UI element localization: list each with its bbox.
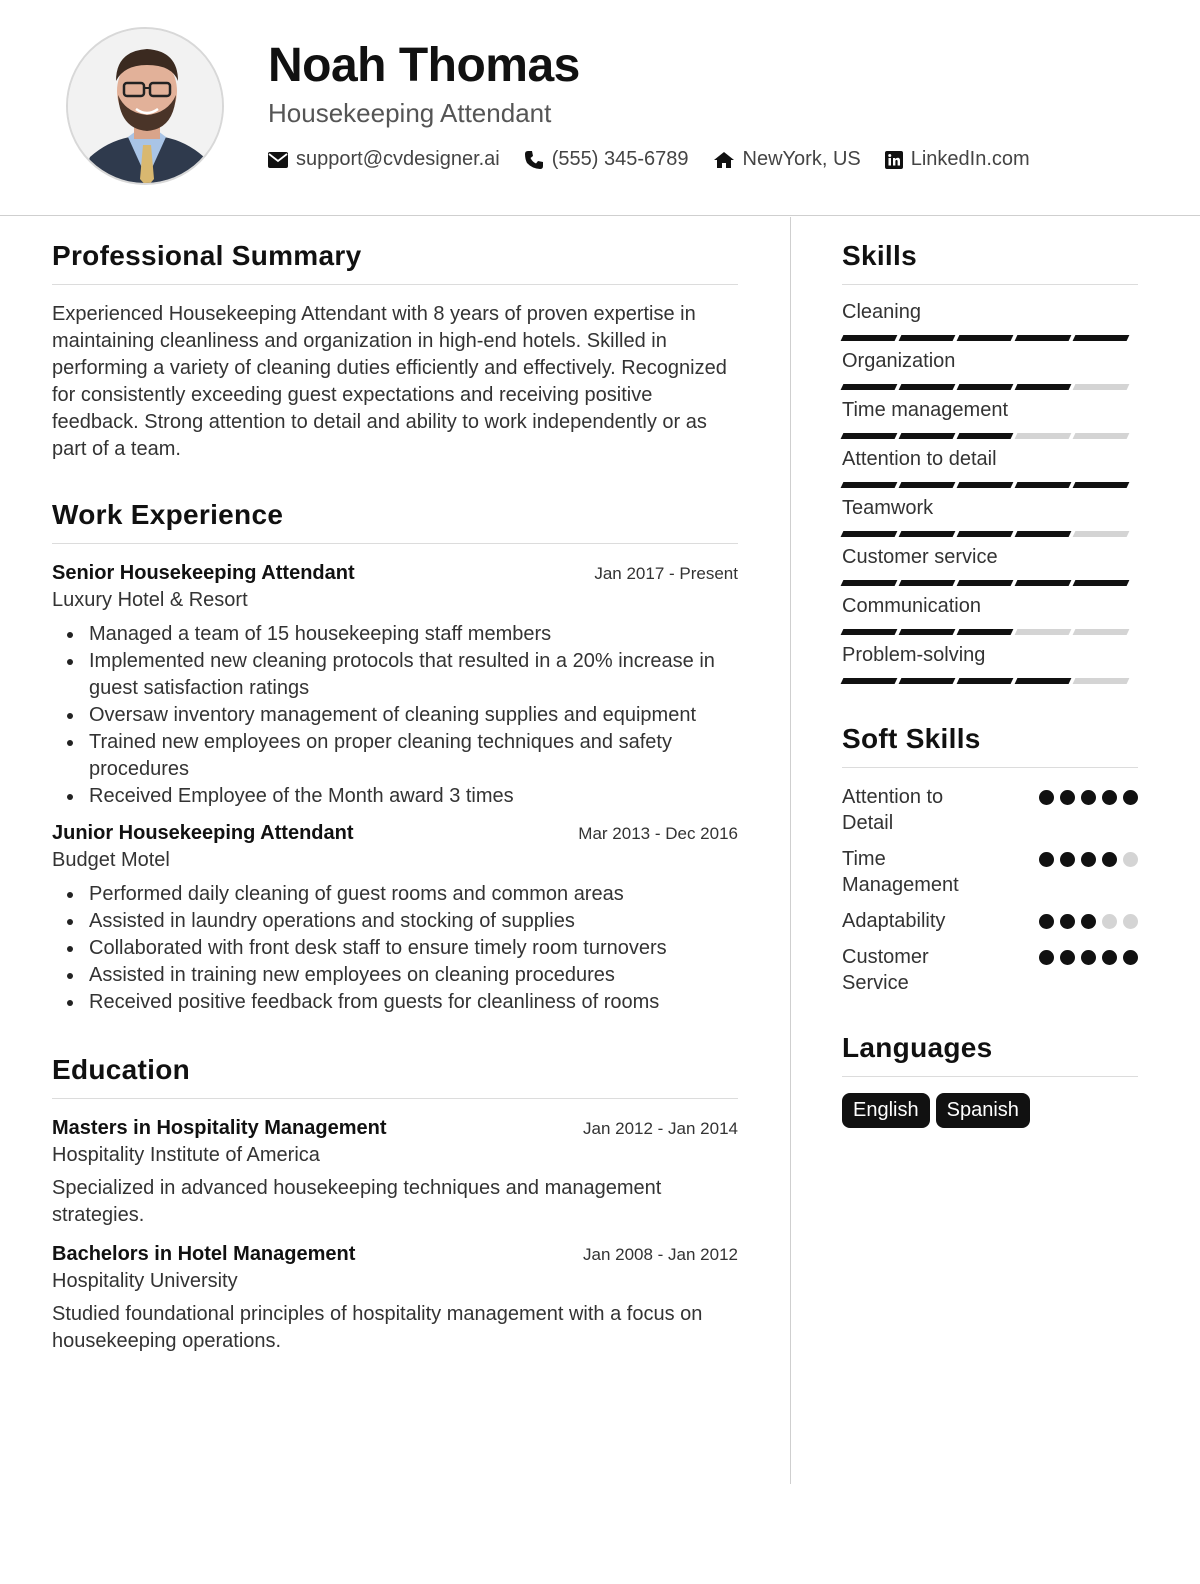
soft-skill-row (842, 846, 1138, 898)
rating-dot (1060, 914, 1075, 929)
rating-dot (1060, 852, 1075, 867)
skill-level-bar (842, 384, 1138, 399)
contact-linkedin[interactable] (885, 148, 1030, 171)
bullet-item: Trained new employees on proper cleaning techniques and safety procedures (52, 729, 738, 783)
skill-name: Teamwork (842, 497, 934, 519)
phone-text: (555) 345-6789 (551, 148, 689, 170)
skill-level-segment (899, 384, 956, 390)
summary-heading: Professional Summary (52, 240, 738, 285)
bullet-item: Assisted in laundry operations and stocking of supplies (52, 908, 738, 935)
soft-skills-section (842, 723, 1138, 996)
rating-dot (1102, 950, 1117, 965)
skill-level-segment (1073, 629, 1130, 635)
skill-level-segment (841, 482, 898, 488)
skill-level-bar (842, 629, 1138, 644)
skill-level-segment (841, 433, 898, 439)
contact-email[interactable] (268, 148, 500, 171)
job-company: Luxury Hotel & Resort (52, 589, 248, 611)
skills-list (842, 301, 1138, 693)
languages-heading: Languages (842, 1032, 1138, 1077)
education-entry (52, 1243, 738, 1355)
job-date: Mar 2013 - Dec 2016 (578, 824, 738, 843)
rating-dot (1081, 852, 1096, 867)
side-column (842, 240, 1138, 1128)
skill-level-segment (1015, 629, 1072, 635)
school-name: Hospitality University (52, 1270, 238, 1292)
skill-name: Attention to detail (842, 448, 997, 470)
skill-level-segment (1073, 433, 1130, 439)
skill-level-segment (841, 384, 898, 390)
skill-level-segment (957, 482, 1014, 488)
skill-level-segment (1073, 531, 1130, 537)
envelope-icon (268, 152, 288, 168)
rating-dot (1102, 790, 1117, 805)
skill-level-segment (1073, 580, 1130, 586)
rating-dot (1102, 852, 1117, 867)
rating-dot (1060, 790, 1075, 805)
skill-level-segment (1015, 580, 1072, 586)
soft-skill-row (842, 944, 1138, 996)
rating-dot (1060, 950, 1075, 965)
skill-level-segment (1015, 482, 1072, 488)
rating-dot (1123, 852, 1138, 867)
skill-level-segment (957, 531, 1014, 537)
skill-level-segment (841, 531, 898, 537)
skill-name: Organization (842, 350, 956, 372)
phone-icon (524, 150, 544, 170)
skill-level-segment (1073, 384, 1130, 390)
skill-level-segment (1015, 335, 1072, 341)
skill-level-segment (1073, 335, 1130, 341)
resume-header (0, 0, 1200, 216)
portrait-image (68, 29, 224, 185)
skill-level-segment (841, 335, 898, 341)
skill-level-segment (899, 629, 956, 635)
skill-level-segment (899, 678, 956, 684)
soft-skill-name: Adaptability (842, 910, 946, 932)
soft-skill-name: Time Management (842, 848, 959, 896)
skill-level-segment (957, 335, 1014, 341)
linkedin-text: LinkedIn.com (910, 148, 1030, 170)
rating-dot (1081, 790, 1096, 805)
job-role: Junior Housekeeping Attendant (52, 822, 354, 844)
language-badge: Spanish (936, 1093, 1030, 1128)
skill-level-segment (1015, 531, 1072, 537)
skill-level-segment (899, 531, 956, 537)
skill-level-segment (957, 384, 1014, 390)
languages-section (842, 1032, 1138, 1128)
experience-section (52, 499, 738, 1016)
soft-skill-name: Customer Service (842, 946, 929, 994)
skill-level-bar (842, 531, 1138, 546)
skill-level-segment (841, 678, 898, 684)
rating-dot (1039, 852, 1054, 867)
skill-level-segment (899, 482, 956, 488)
education-entry (52, 1117, 738, 1229)
job-company: Budget Motel (52, 849, 170, 871)
avatar (66, 27, 224, 185)
rating-dot (1123, 914, 1138, 929)
email-text: support@cvdesigner.ai (296, 148, 500, 170)
skill-name: Customer service (842, 546, 998, 568)
skill-level-segment (957, 433, 1014, 439)
degree-name: Bachelors in Hotel Management (52, 1243, 356, 1265)
bullet-item: Performed daily cleaning of guest rooms and common areas (52, 881, 738, 908)
job-bullets (52, 881, 738, 1016)
skill-level-segment (841, 580, 898, 586)
rating-dot (1039, 790, 1054, 805)
rating-dot (1039, 950, 1054, 965)
rating-dot (1123, 790, 1138, 805)
skill-row (842, 399, 1138, 448)
job-entry (52, 562, 738, 810)
job-entry (52, 822, 738, 1016)
summary-text: Experienced Housekeeping Attendant with 8 years of proven expertise in maintaining cleanliness and organization in high-end hotels. Skilled in performing a variety of cleaning duties efficiently and effectively. Recognized for consistently exceeding guest expectations and receiving positive feedback. Strong attention to detail and ability to work independently or as part of a team. (52, 303, 727, 460)
contact-bar (268, 148, 1054, 171)
skill-level-segment (957, 580, 1014, 586)
bullet-item: Oversaw inventory management of cleaning supplies and equipment (52, 702, 738, 729)
skill-row (842, 301, 1138, 350)
skill-row (842, 350, 1138, 399)
skill-level-segment (1015, 678, 1072, 684)
contact-location (713, 148, 861, 171)
skill-level-segment (1073, 678, 1130, 684)
soft-skills-list (842, 784, 1138, 996)
degree-description: Studied foundational principles of hospitality management with a focus on housekeeping operations. (52, 1303, 703, 1352)
skill-row (842, 448, 1138, 497)
soft-skill-row (842, 784, 1138, 836)
bullet-item: Collaborated with front desk staff to ensure timely room turnovers (52, 935, 738, 962)
column-divider (790, 217, 791, 1484)
soft-skill-rating (1033, 908, 1138, 929)
soft-skill-row (842, 908, 1138, 934)
skill-level-bar (842, 433, 1138, 448)
skills-section (842, 240, 1138, 693)
rating-dot (1039, 914, 1054, 929)
skill-row (842, 546, 1138, 595)
skill-level-segment (841, 629, 898, 635)
skill-name: Time management (842, 399, 1008, 421)
skill-level-segment (957, 678, 1014, 684)
skill-row (842, 644, 1138, 693)
rating-dot (1081, 914, 1096, 929)
job-role: Senior Housekeeping Attendant (52, 562, 355, 584)
skill-level-bar (842, 678, 1138, 693)
skills-heading: Skills (842, 240, 1138, 285)
linkedin-icon (885, 151, 903, 169)
education-heading: Education (52, 1054, 738, 1099)
bullet-item: Implemented new cleaning protocols that resulted in a 20% increase in guest satisfaction ratings (52, 648, 738, 702)
education-section (52, 1054, 738, 1355)
languages-list (842, 1093, 1138, 1128)
home-icon (713, 151, 735, 169)
degree-date: Jan 2012 - Jan 2014 (582, 1119, 738, 1138)
skill-level-segment (957, 629, 1014, 635)
skill-level-segment (1073, 482, 1130, 488)
candidate-name: Noah Thomas (268, 39, 580, 92)
bullet-item: Received positive feedback from guests for cleanliness of rooms (52, 989, 738, 1016)
degree-description: Specialized in advanced housekeeping techniques and management strategies. (52, 1177, 662, 1226)
soft-skills-heading: Soft Skills (842, 723, 1138, 768)
skill-level-segment (899, 335, 956, 341)
school-name: Hospitality Institute of America (52, 1144, 320, 1166)
skill-name: Communication (842, 595, 981, 617)
location-text: NewYork, US (742, 148, 861, 170)
summary-section (52, 240, 738, 463)
rating-dot (1102, 914, 1117, 929)
candidate-title: Housekeeping Attendant (268, 98, 552, 128)
soft-skill-rating (1033, 846, 1138, 867)
rating-dot (1081, 950, 1096, 965)
degree-name: Masters in Hospitality Management (52, 1117, 387, 1139)
job-date: Jan 2017 - Present (594, 564, 738, 583)
soft-skill-rating (1033, 784, 1138, 805)
job-bullets (52, 621, 738, 810)
soft-skill-name: Attention to Detail (842, 786, 944, 834)
skill-level-bar (842, 580, 1138, 595)
skill-level-bar (842, 482, 1138, 497)
skill-level-segment (899, 433, 956, 439)
degree-date: Jan 2008 - Jan 2012 (582, 1245, 738, 1264)
skill-level-bar (842, 335, 1138, 350)
experience-heading: Work Experience (52, 499, 738, 544)
contact-phone[interactable] (524, 148, 689, 171)
language-badge: English (842, 1093, 930, 1128)
skill-level-segment (899, 580, 956, 586)
skill-name: Cleaning (842, 301, 921, 323)
skill-row (842, 595, 1138, 644)
bullet-item: Managed a team of 15 housekeeping staff members (52, 621, 738, 648)
skill-level-segment (1015, 433, 1072, 439)
soft-skill-rating (1033, 944, 1138, 965)
main-column (52, 240, 738, 1355)
skill-row (842, 497, 1138, 546)
bullet-item: Received Employee of the Month award 3 times (52, 783, 738, 810)
bullet-item: Assisted in training new employees on cleaning procedures (52, 962, 738, 989)
rating-dot (1123, 950, 1138, 965)
skill-name: Problem-solving (842, 644, 986, 666)
skill-level-segment (1015, 384, 1072, 390)
